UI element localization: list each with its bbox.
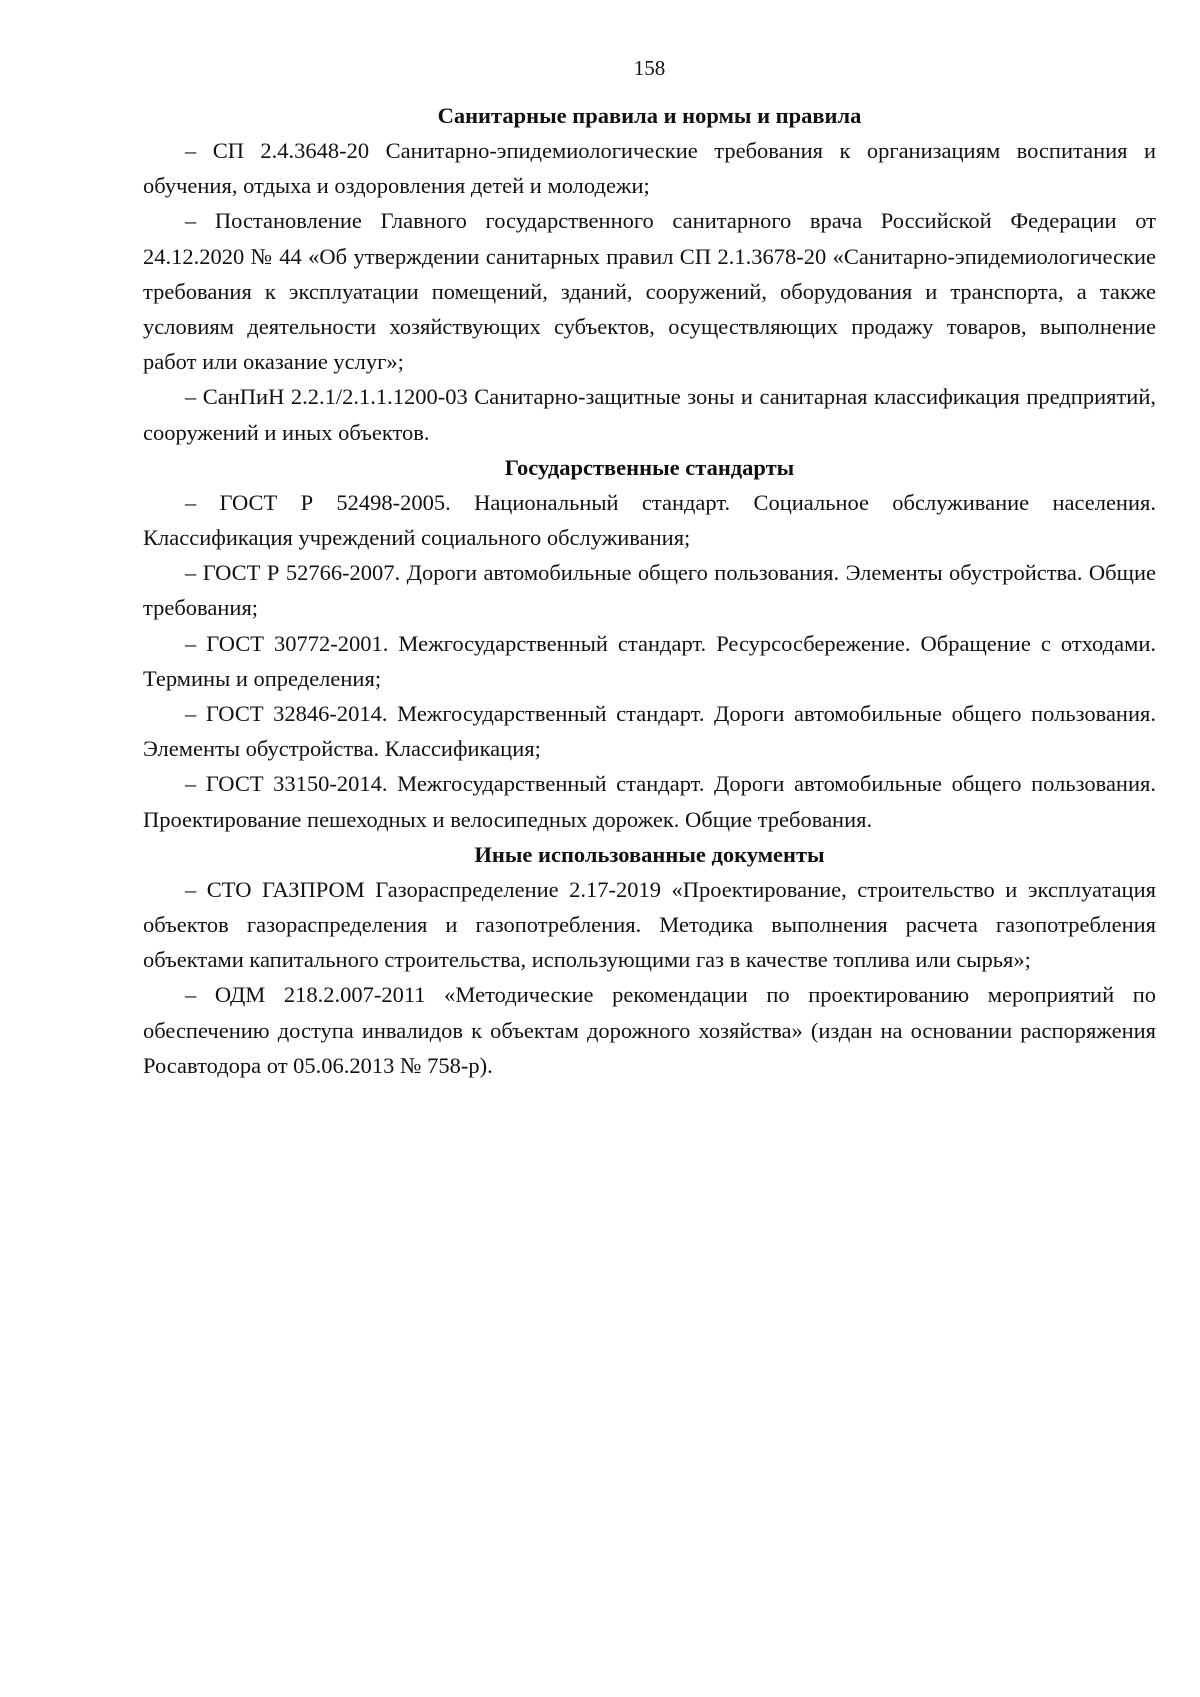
list-item: – СП 2.4.3648-20 Санитарно-эпидемиологические требования к организациям воспитания и обучения, отдыха и оздоровления детей и молодежи;: [143, 138, 1156, 199]
section-heading: Санитарные правила и нормы и правила: [437, 103, 862, 128]
section-heading: Государственные стандарты: [504, 454, 795, 480]
list-item: – ГОСТ Р 52498-2005. Национальный стандарт. Социальное обслуживание населения. Классификация учреждений социального обслуживания;: [143, 489, 1156, 551]
list-item: – СанПиН 2.2.1/2.1.1.1200-03 Санитарно-защитные зоны и санитарная классификация предприятий, сооружений и иных объектов.: [143, 384, 1156, 445]
list-item: – СТО ГАЗПРОМ Газораспределение 2.17-2019 «Проектирование, строительство и эксплуатация объектов газораспределения и газопотребления. Методика выполнения расчета газопотребления объектами капитального строительства, использующими газ в качестве топлива или сырья»;: [143, 876, 1156, 973]
page-number: 158: [633, 56, 666, 80]
list-item: – ГОСТ 30772-2001. Межгосударственный стандарт. Ресурсосбережение. Обращение с отходами. Термины и определения;: [143, 630, 1156, 691]
section-other-documents: [143, 837, 1156, 1083]
section-sanitary-rules: [143, 98, 1156, 450]
section-state-standards: [143, 450, 1156, 837]
list-item: – Постановление Главного государственного санитарного врача Российской Федерации от 24.12.2020 № 44 «Об утверждении санитарных правил СП 2.1.3678-20 «Санитарно-эпидемиологические требования к эксплуатации помещений, зданий, сооружений, оборудования и транспорта, а также условиям деятельности хозяйствующих субъектов, осуществляющих продажу товаров, выполнение работ или оказание услуг»;: [143, 208, 1156, 375]
list-item: – ГОСТ Р 52766-2007. Дороги автомобильные общего пользования. Элементы обустройства. Общие требования;: [143, 560, 1156, 621]
list-item: – ОДМ 218.2.007-2011 «Методические рекомендации по проектированию мероприятий по обеспечению доступа инвалидов к объектам дорожного хозяйства» (издан на основании распоряжения Росавтодора от 05.06.2013 № 758-р).: [143, 982, 1156, 1078]
list-item: – ГОСТ 32846-2014. Межгосударственный стандарт. Дороги автомобильные общего пользования. Элементы обустройства. Классификация;: [143, 701, 1156, 762]
list-item: – ГОСТ 33150-2014. Межгосударственный стандарт. Дороги автомобильные общего пользования. Проектирование пешеходных и велосипедных дорожек. Общие требования.: [143, 771, 1156, 832]
section-heading: Иные использованные документы: [474, 841, 825, 867]
